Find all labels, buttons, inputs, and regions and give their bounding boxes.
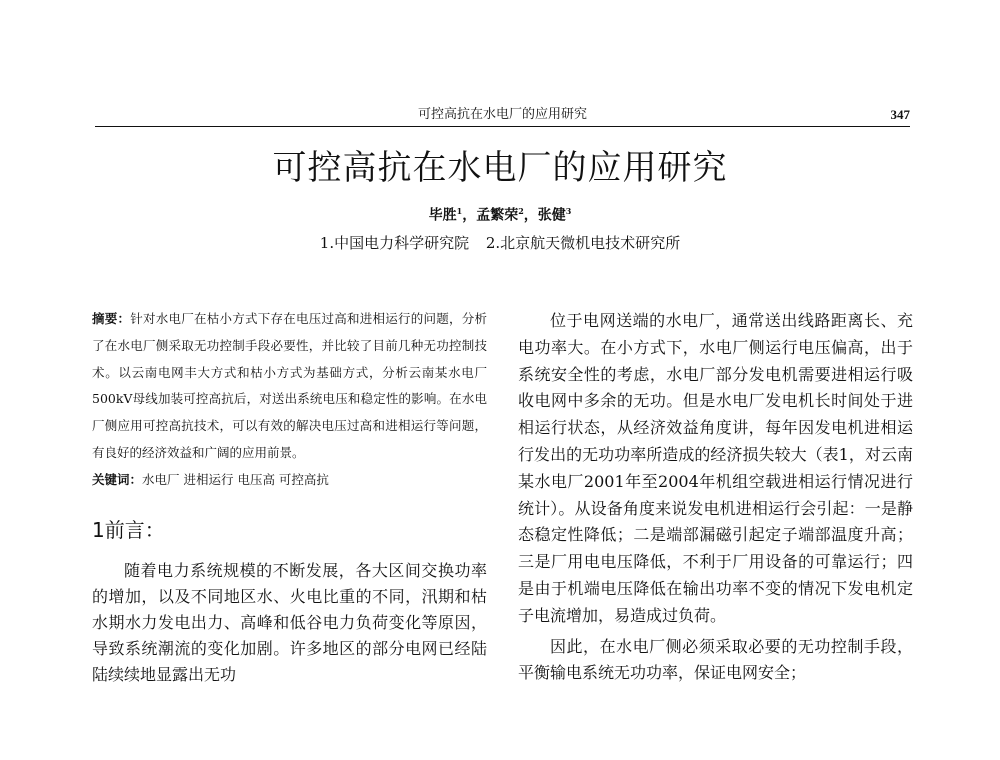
abstract-label: 摘要： [92, 311, 131, 326]
author-line [0, 201, 1000, 226]
author-superscript: 1 [456, 206, 463, 216]
paper-title: 可控高抗在水电厂的应用研究 [272, 148, 728, 188]
author-name: 毕胜 [428, 207, 457, 224]
running-header [95, 106, 910, 127]
author-superscript: 2 [518, 206, 524, 216]
author-separator: ， [523, 207, 538, 224]
affiliation: 1.中国电力科学研究院 [319, 234, 470, 252]
page-number: 347 [890, 107, 910, 122]
author-separator: ， [462, 207, 477, 224]
keywords-text: 水电厂 进相运行 电压高 可控高抗 [142, 471, 329, 487]
abstract [92, 306, 487, 467]
keywords-label: 关键词： [92, 471, 143, 487]
affiliation-line [0, 232, 1000, 254]
author-name: 孟繁荣 [476, 207, 519, 224]
section-heading: 1前言： [92, 517, 165, 542]
abstract-text: 针对水电厂在枯小方式下存在电压过高和进相运行的问题，分析了在水电厂侧采取无功控制手段必要性，并比较了目前几种无功控制技术。以云南电网丰大方式和枯小方式为基础方式，分析云南某水电厂500kV母线加装可控高抗后，对送出系统电压和稳定性的影响。在水电厂侧应用可控高抗技术，可以有效的解决电压过高和进相运行等问题，有良好的经济效益和广阔的应用前景。 [92, 311, 487, 460]
left-column [92, 306, 487, 688]
author-superscript: 3 [565, 206, 572, 216]
right-column [518, 308, 913, 687]
affiliation: 2.北京航天微机电技术研究所 [485, 234, 681, 252]
body-paragraph: 位于电网送端的水电厂，通常送出线路距离长、充电功率大。在小方式下，水电厂侧运行电压偏高，出于系统安全性的考虑，水电厂部分发电机需要进相运行吸收电网中多余的无功。但是水电厂发电机长时间处于进相运行状态，从经济效益角度讲，每年因发电机进相运行发出的无功功率所造成的经济损失较大（表1，对云南某水电厂2001年至2004年机组空载进相运行情况进行统计）。从设备角度来说发电机进相运行会引起：一是静态稳定性降低；二是端部漏磁引起定子端部温度升高；三是厂用电电压降低，不利于厂用设备的可靠运行；四是由于机端电压降低在输出功率不变的情况下发电机定子电流增加，易造成过负荷。 [518, 311, 913, 625]
body-paragraph: 因此，在水电厂侧必须采取必要的无功控制手段，平衡输电系统无功功率，保证电网安全； [518, 636, 913, 683]
body-paragraph: 随着电力系统规模的不断发展，各大区间交换功率的增加，以及不同地区水、火电比重的不同，汛期和枯水期水力发电出力、高峰和低谷电力负荷变化等原因，导致系统潮流的变化加剧。许多地区的部分电网已经陆陆续续地显露出无功 [92, 560, 487, 684]
running-title: 可控高抗在水电厂的应用研究 [417, 107, 587, 122]
keywords [92, 467, 487, 494]
author-name: 张健 [537, 207, 566, 224]
